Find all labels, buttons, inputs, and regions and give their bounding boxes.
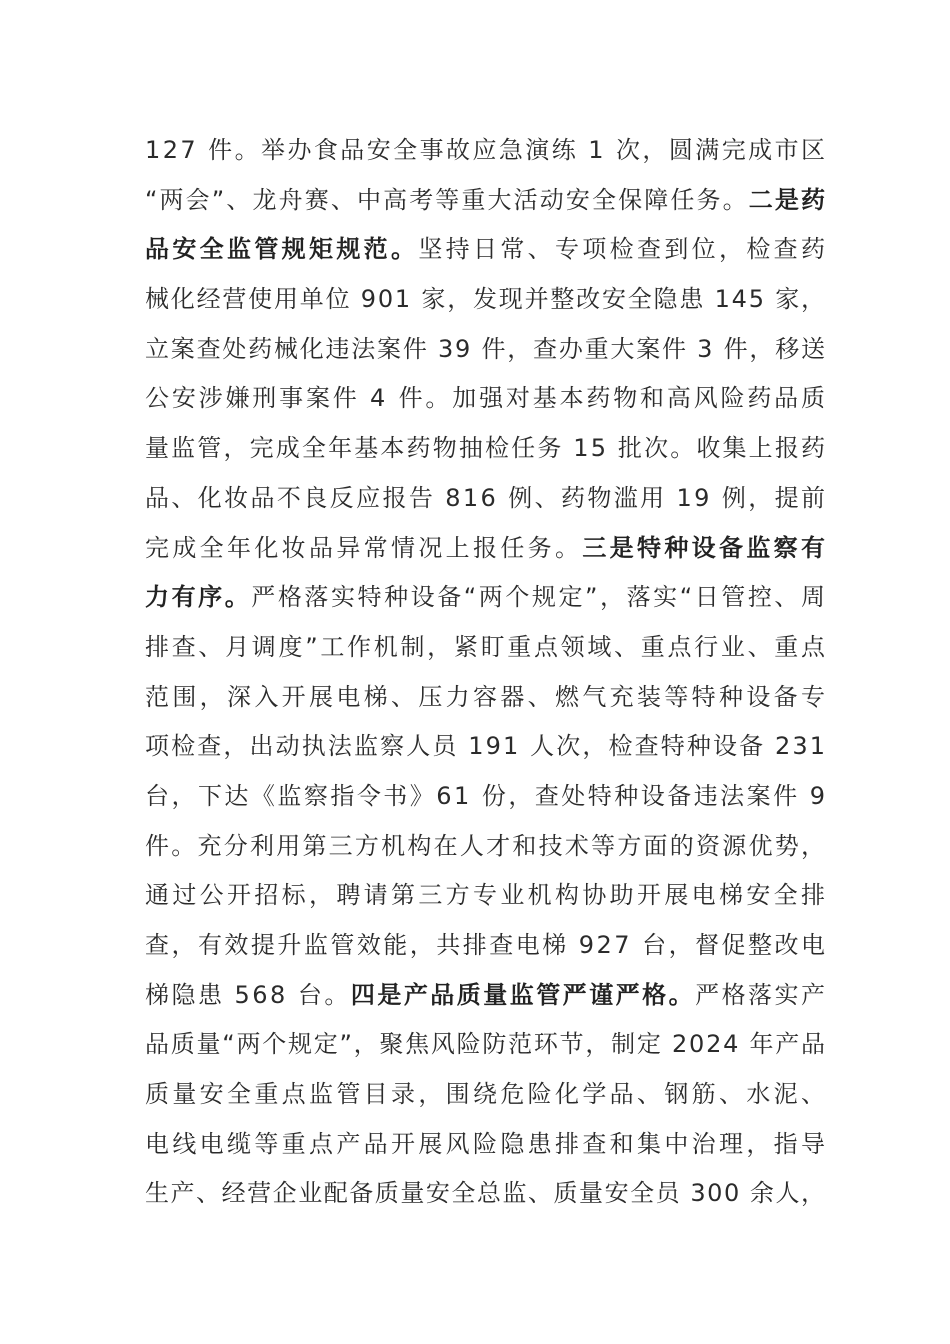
text-run: 件。充分利用第三方机构在人才和技术等方面的资源优势，: [145, 831, 828, 860]
text-line-13: [145, 722, 828, 772]
heading-three-end: 力有序。: [145, 583, 252, 612]
text-run: 127 件。举办食品安全事故应急演练 1 次，圆满完成市区: [145, 136, 828, 164]
text-line-7: [145, 424, 828, 474]
text-line-3: [145, 225, 829, 275]
heading-four: 四是产品质量监管严谨严格。: [350, 980, 696, 1009]
text-line-22: [145, 1169, 825, 1219]
text-line-4: [145, 275, 825, 325]
text-run: “两会”、龙舟赛、中高考等重大活动安全保障任务。: [145, 185, 749, 214]
text-run: 查，有效提升监管效能，共排查电梯 927 台，督促整改电: [145, 931, 828, 959]
heading-three-start: 三是特种设备监察有: [582, 533, 829, 562]
text-line-19: [145, 1020, 825, 1070]
text-run: 严格落实特种设备“两个规定”，落实“日管控、周: [251, 583, 828, 612]
text-run: 品、化妆品不良反应报告 816 例、药物滥用 19 例，提前: [145, 483, 828, 512]
text-run: 范围，深入开展电梯、压力容器、燃气充装等特种设备专: [145, 682, 829, 711]
text-line-20: [145, 1070, 829, 1120]
text-run: 完成全年化妆品异常情况上报任务。: [145, 533, 583, 562]
text-line-21: [145, 1120, 829, 1170]
text-line-14: [145, 772, 828, 822]
text-run: 立案查处药械化违法案件 39 件，查办重大案件 3 件，移送: [145, 334, 827, 363]
text-run: 台，下达《监察指令书》61 份，查处特种设备违法案件 9: [145, 781, 828, 810]
text-line-8: [145, 474, 828, 524]
text-run: 排查、月调度”工作机制，紧盯重点领域、重点行业、重点: [145, 632, 828, 661]
text-run: 量监管，完成全年基本药物抽检任务 15 批次。收集上报药: [145, 434, 828, 463]
text-run: 电线电缆等重点产品开展风险隐患排查和集中治理，指导: [145, 1129, 829, 1158]
heading-two-end: 品安全监管规矩规范。: [145, 235, 419, 264]
body-text: [145, 126, 829, 1219]
text-run: 质量安全重点监管目录，围绕危险化学品、钢筋、水泥、: [145, 1080, 829, 1109]
text-line-9: [145, 524, 829, 574]
text-run: 品质量“两个规定”，聚焦风险防范环节，制定 2024 年产品: [145, 1030, 827, 1059]
text-line-1: [145, 126, 828, 176]
text-run: 严格落实产: [695, 980, 828, 1009]
text-run: 通过公开招标，聘请第三方专业机构协助开展电梯安全排: [145, 881, 829, 910]
text-run: 生产、经营企业配备质量安全总监、质量安全员 300 余人，: [145, 1179, 827, 1208]
text-line-6: [145, 374, 828, 424]
text-run: 械化经营使用单位 901 家，发现并整改安全隐患 145 家，: [145, 285, 827, 314]
text-run: 梯隐患 568 台。: [145, 980, 351, 1009]
text-line-18: [145, 971, 828, 1021]
text-line-17: [145, 921, 828, 971]
text-line-16: [145, 871, 829, 921]
text-line-2: [145, 176, 828, 226]
text-line-12: [145, 673, 829, 723]
text-run: 公安涉嫌刑事案件 4 件。加强对基本药物和高风险药品质: [145, 384, 828, 413]
text-line-10: [145, 573, 828, 623]
text-line-15: [145, 822, 828, 872]
text-run: 坚持日常、专项检查到位，检查药: [418, 235, 829, 264]
text-line-11: [145, 623, 828, 673]
text-run: 项检查，出动执法监察人员 191 人次，检查特种设备 231: [145, 732, 828, 761]
text-line-5: [145, 325, 825, 375]
heading-two-start: 二是药: [748, 185, 828, 214]
